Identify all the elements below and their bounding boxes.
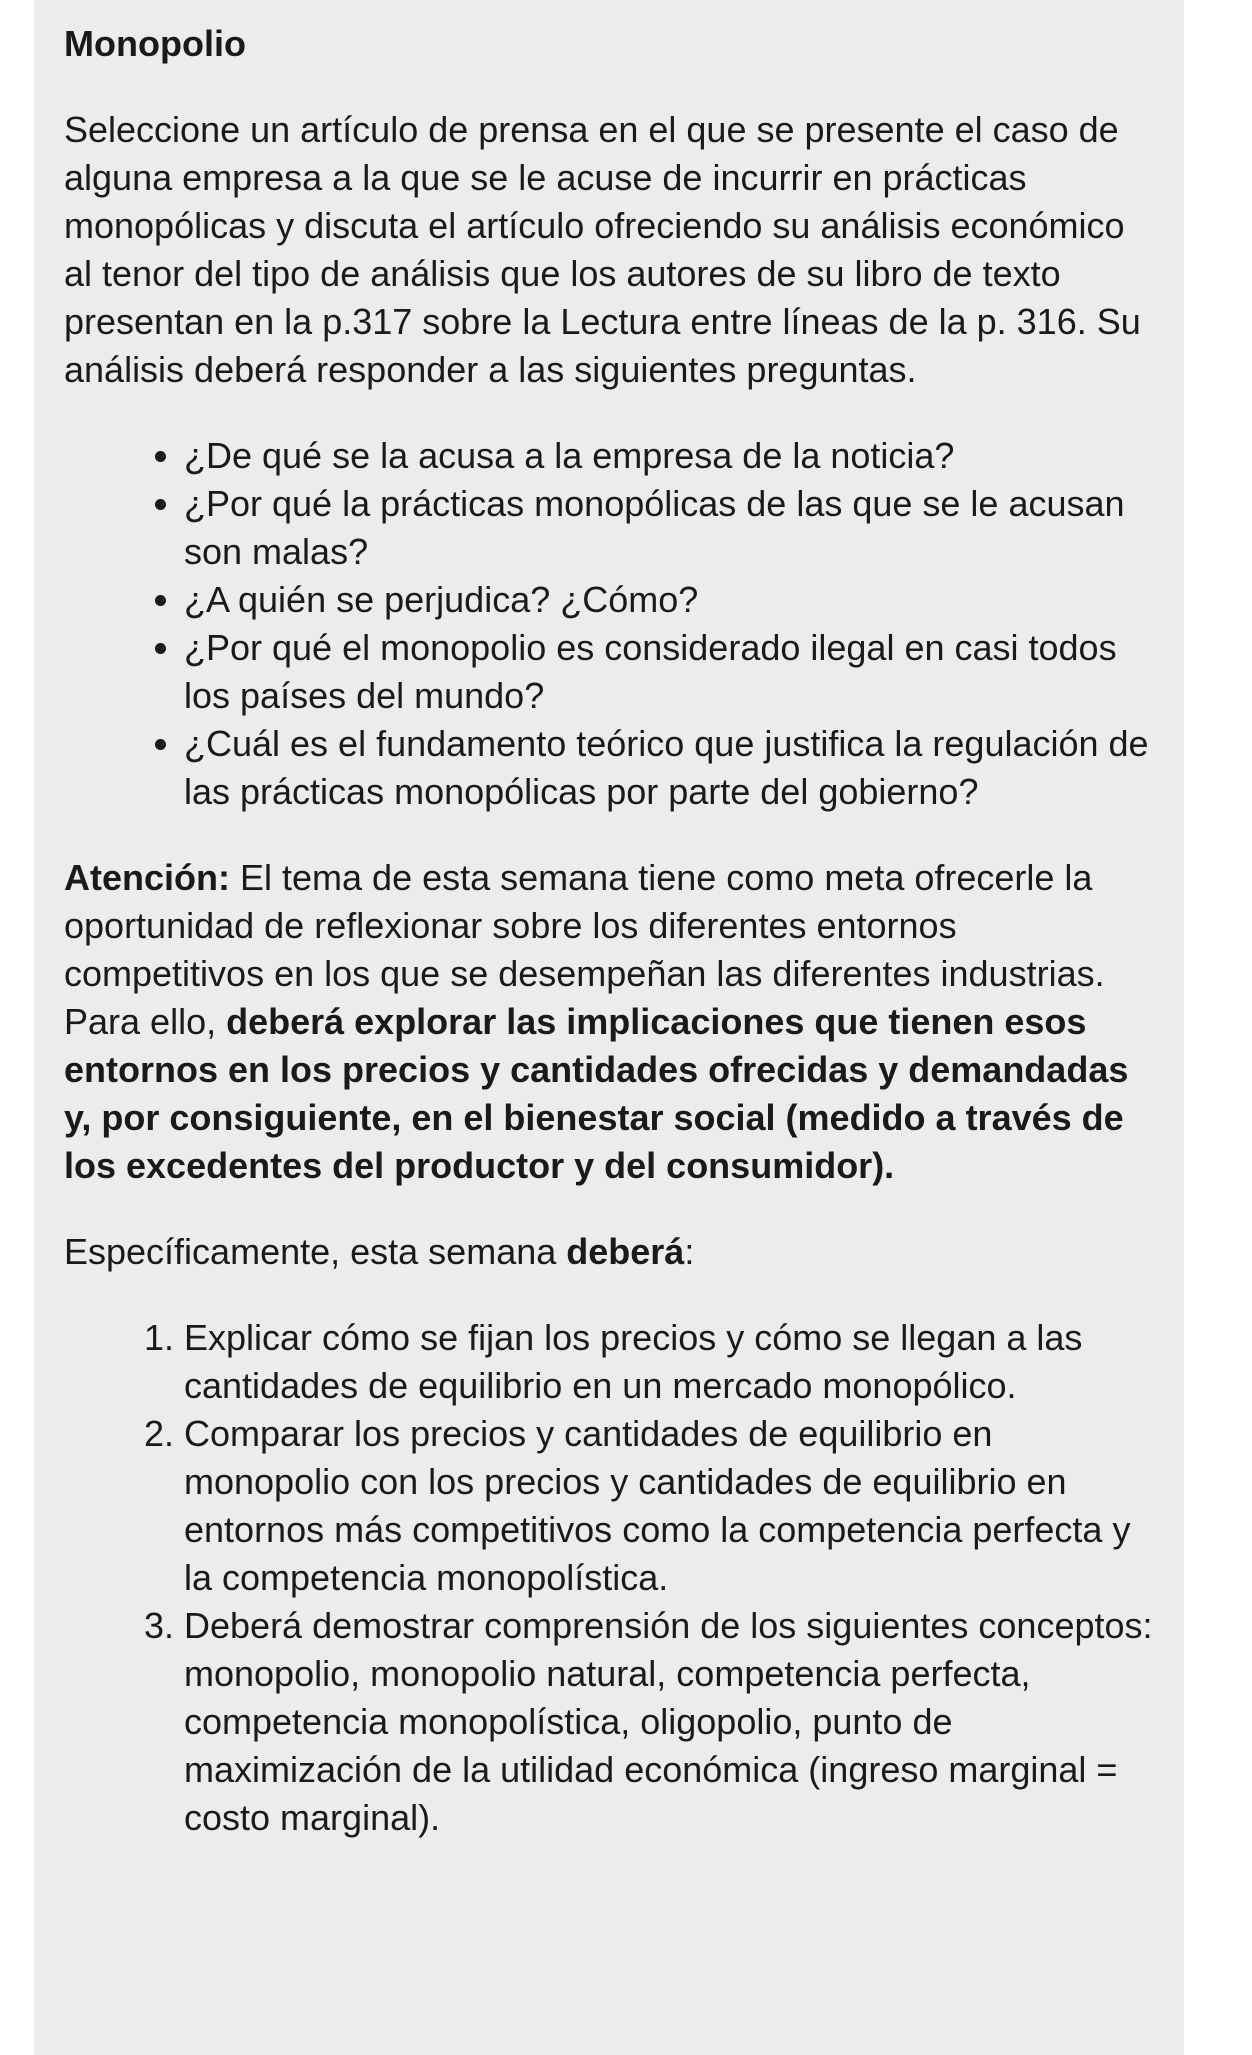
attention-bold-text: deberá explorar las implicaciones que tienen esos entornos en los precios y cantidades ofrecidas y demandadas y, por consiguiente, en el bienestar social (medido a través de los excedentes del productor y del consumidor). <box>64 1001 1129 1186</box>
page-title: Monopolio <box>64 23 246 64</box>
list-item: • ¿Por qué la prácticas monopólicas de las que se le acusan son malas? <box>184 480 1154 576</box>
list-item: • ¿De qué se la acusa a la empresa de la noticia? <box>184 432 1154 480</box>
content-panel <box>34 0 1184 2055</box>
list-item: 2. Comparar los precios y cantidades de equilibrio en monopolio con los precios y cantidades de equilibrio en entornos más competitivos como la competencia perfecta y la competencia monopolística. <box>184 1410 1154 1602</box>
specific-prefix: Específicamente, esta semana <box>64 1231 567 1272</box>
specific-suffix: : <box>684 1231 695 1272</box>
questions-list <box>64 432 1154 816</box>
objectives-list <box>64 1314 1154 1842</box>
list-item: • ¿Por qué el monopolio es considerado ilegal en casi todos los países del mundo? <box>184 624 1154 720</box>
specific-bold: deberá <box>566 1231 685 1272</box>
list-item: 3. Deberá demostrar comprensión de los siguientes conceptos: monopolio, monopolio natural, competencia perfecta, competencia monopolística, oligopolio, punto de maximización de la utilidad económica (ingreso marginal = costo marginal). <box>184 1602 1154 1842</box>
intro-paragraph: Seleccione un artículo de prensa en el que se presente el caso de alguna empresa a la que se le acuse de incurrir en prácticas monopólicas y discuta el artículo ofreciendo su análisis económico al tenor del tipo de análisis que los autores de su libro de texto presentan en la p.317 sobre la Lectura entre líneas de la p. 316. Su análisis deberá responder a las siguientes preguntas. <box>64 109 1141 390</box>
list-item: • ¿A quién se perjudica? ¿Cómo? <box>184 576 1154 624</box>
attention-paragraph <box>64 854 1154 1190</box>
list-item: • ¿Cuál es el fundamento teórico que justifica la regulación de las prácticas monopólicas por parte del gobierno? <box>184 720 1154 816</box>
attention-text: El tema de esta semana tiene como meta ofrecerle la oportunidad de reflexionar sobre los diferentes entornos competitivos en los que se desempeñan las diferentes industrias. Para ello, <box>64 857 1105 1042</box>
attention-label: Atención: <box>64 857 230 898</box>
specific-paragraph <box>64 1228 1154 1276</box>
list-item: 1. Explicar cómo se fijan los precios y cómo se llegan a las cantidades de equilibrio en un mercado monopólico. <box>184 1314 1154 1410</box>
